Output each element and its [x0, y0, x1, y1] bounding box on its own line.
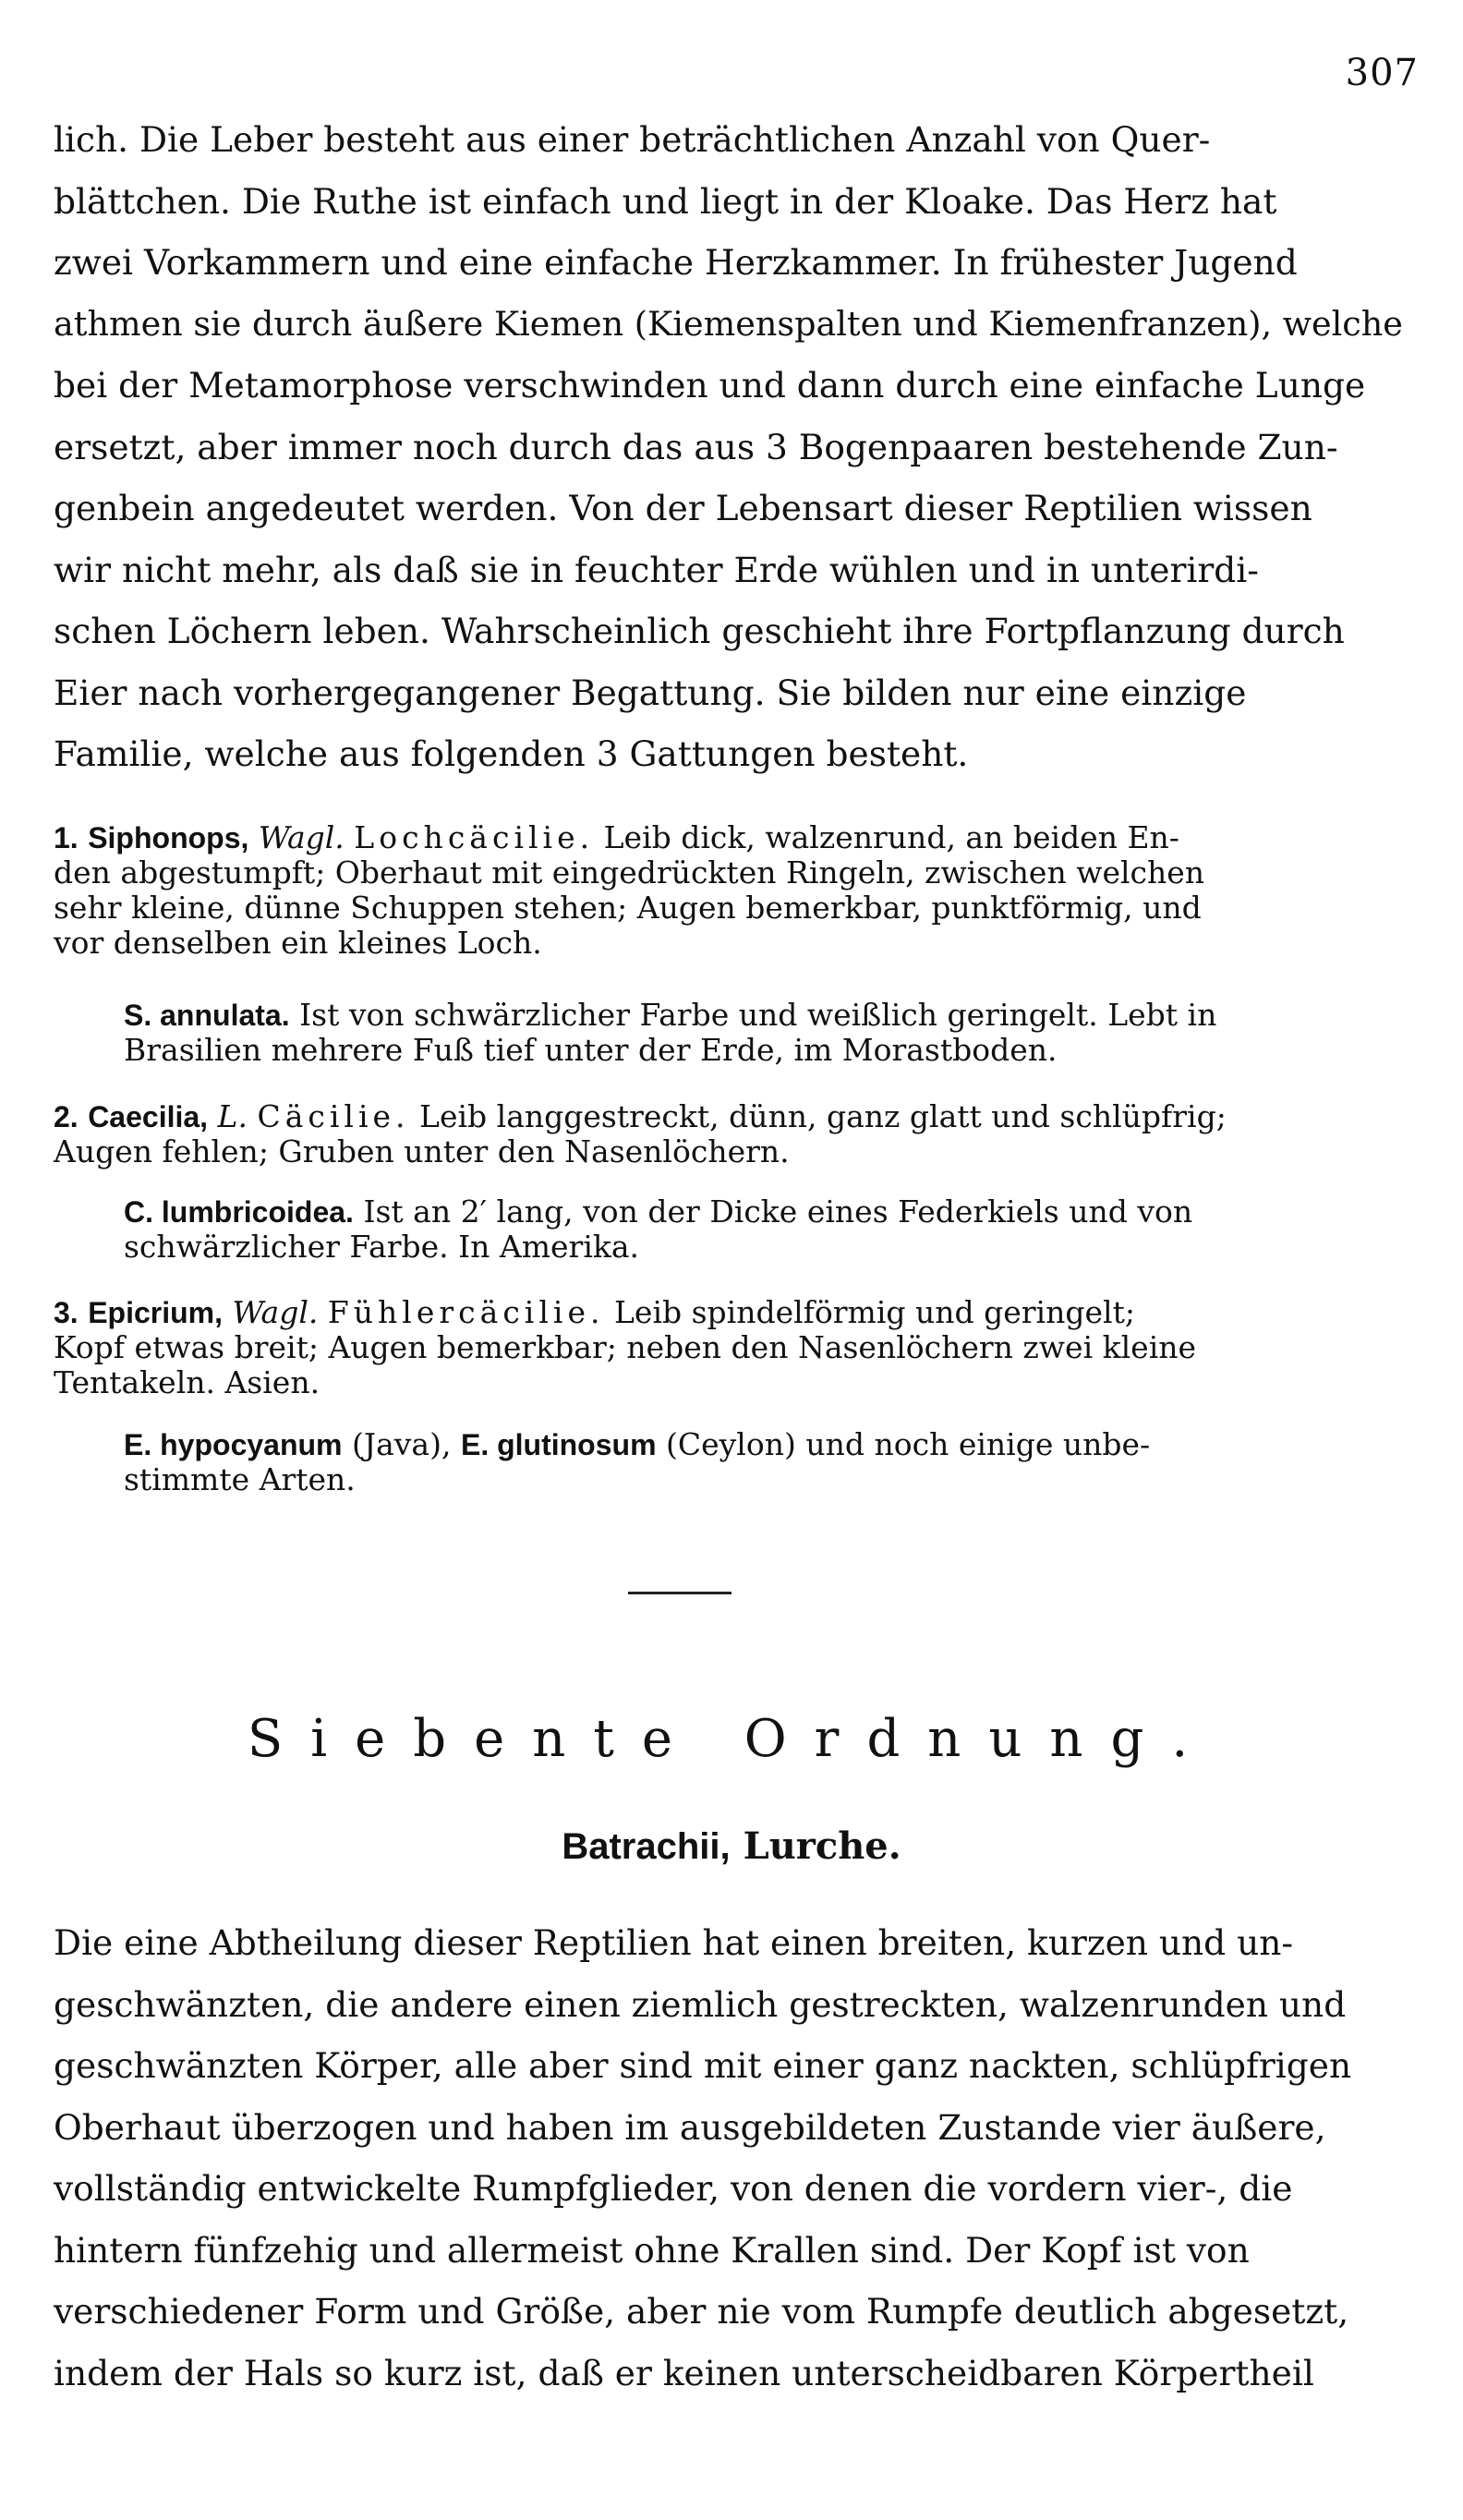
species-entry-lumbricoidea [54, 1194, 1463, 1265]
genus-first-line [54, 1099, 1417, 1134]
text-line: genbein angedeutet werden. Von der Lebensart dieser Reptilien wissen [54, 488, 1312, 528]
text-line: Eier nach vorhergegangener Begattung. Sie bilden nur eine einzige [54, 672, 1247, 713]
genus-author: L. [217, 1098, 248, 1134]
genus-entry-epicrium [54, 1295, 1417, 1400]
species-first-line [124, 1194, 1463, 1230]
text-line: Kopf etwas breit; Augen bemerkbar; neben den Nasenlöchern zwei kleine [54, 1329, 1197, 1365]
text-line: lich. Die Leber besteht aus einer beträchtlichen Anzahl von Quer- [54, 119, 1211, 160]
intro-paragraph [54, 109, 1417, 785]
text-line: Brasilien mehrere Fuß tief unter der Erde, im Morastboden. [124, 1032, 1058, 1068]
text-line: den abgestumpft; Oberhaut mit eingedrückten Ringeln, zwischen welchen [54, 854, 1205, 890]
text-line: athmen sie durch äußere Kiemen (Kiemenspalten und Kiemenfranzen), welche [54, 303, 1403, 344]
genus-name: Caecilia, [88, 1100, 209, 1133]
text-line: hintern fünfzehig und allermeist ohne Krallen sind. Der Kopf ist von [54, 2229, 1250, 2271]
species-first-line [124, 1427, 1463, 1462]
genus-common-name: Fühlercäcilie. [327, 1294, 605, 1330]
text-line: vollständig entwickelte Rumpfglieder, von denen die vordern vier-, die [54, 2168, 1293, 2209]
text-line: verschiedener Form und Größe, aber nie vom Rumpfe deutlich abgesetzt, [54, 2291, 1349, 2332]
body-paragraph [54, 1912, 1417, 2404]
genus-first-line [54, 820, 1417, 855]
page-number: 307 [1345, 52, 1419, 94]
text-line: sehr kleine, dünne Schuppen stehen; Augen bemerkbar, punktförmig, und [54, 890, 1202, 926]
text-line: Die eine Abtheilung dieser Reptilien hat einen breiten, kurzen und un- [54, 1922, 1294, 1963]
genus-description: Leib spindelförmig und geringelt; [614, 1294, 1135, 1330]
text-line: bei der Metamorphose verschwinden und dann durch eine einfache Lunge [54, 365, 1366, 406]
genus-name: Epicrium, [88, 1296, 223, 1329]
text-line: zwei Vorkammern und eine einfache Herzkammer. In frühester Jugend [54, 242, 1298, 283]
section-divider [628, 1592, 732, 1594]
order-heading: Siebente Ordnung. [247, 1709, 1216, 1769]
genus-entry-siphonops [54, 820, 1417, 961]
species-first-line [124, 998, 1463, 1033]
genus-entry-caecilia [54, 1099, 1417, 1169]
text-line: blättchen. Die Ruthe ist einfach und liegt in der Kloake. Das Herz hat [54, 180, 1277, 222]
genus-description: Leib dick, walzenrund, an beiden En- [603, 819, 1179, 855]
species-description: Ist an 2′ lang, von der Dicke eines Federkiels und von [363, 1193, 1193, 1230]
species-name: E. hypocyanum [124, 1428, 343, 1461]
genus-name: Siphonops, [88, 821, 249, 854]
genus-common-name: Lochcäcilie. [354, 819, 595, 855]
text-line: Tentakeln. Asien. [54, 1364, 320, 1400]
species-name: C. lumbricoidea. [124, 1195, 354, 1229]
species-locality: (Java), [352, 1426, 452, 1462]
genus-number: 3. [54, 1296, 79, 1329]
text-line: ersetzt, aber immer noch durch das aus 3 Bogenpaaren bestehende Zun- [54, 426, 1338, 467]
text-line: vor denselben ein kleines Loch. [54, 925, 542, 961]
genus-first-line [54, 1295, 1417, 1330]
text-line: Familie, welche aus folgenden 3 Gattungen besteht. [54, 733, 969, 774]
text-line: geschwänzten, die andere einen ziemlich gestreckten, walzenrunden und [54, 1983, 1347, 2025]
text-line: wir nicht mehr, als daß sie in feuchter Erde wühlen und in unterirdi- [54, 549, 1259, 590]
genus-description: Leib langgestreckt, dünn, ganz glatt und schlüpfrig; [419, 1098, 1227, 1134]
section-heading [0, 1824, 1463, 1868]
species-description: (Ceylon) und noch einige unbe- [666, 1426, 1151, 1462]
text-line: schen Löchern leben. Wahrscheinlich geschieht ihre Fortpflanzung durch [54, 611, 1345, 651]
text-line: stimmte Arten. [124, 1461, 356, 1497]
species-entry-epicrium [54, 1427, 1463, 1497]
text-line: schwärzlicher Farbe. In Amerika. [124, 1229, 640, 1265]
genus-author: Wagl. [232, 1294, 319, 1330]
genus-author: Wagl. [258, 819, 345, 855]
species-entry-annulata [54, 998, 1463, 1068]
section-heading-latin: Batrachii, [562, 1826, 731, 1867]
species-description: Ist von schwärzlicher Farbe und weißlich geringelt. Lebt in [299, 997, 1217, 1033]
section-heading-german: Lurche. [743, 1824, 901, 1868]
species-name: S. annulata. [124, 999, 290, 1032]
genus-common-name: Cäcilie. [257, 1098, 410, 1134]
text-line: geschwänzten Körper, alle aber sind mit einer ganz nackten, schlüpfrigen [54, 2045, 1352, 2086]
species-name: E. glutinosum [460, 1428, 657, 1461]
genus-number: 1. [54, 821, 79, 854]
text-line: Oberhaut überzogen und haben im ausgebildeten Zustande vier äußere, [54, 2106, 1326, 2148]
text-line: Augen fehlen; Gruben unter den Nasenlöchern. [54, 1133, 790, 1169]
genus-number: 2. [54, 1100, 79, 1133]
text-line: indem der Hals so kurz ist, daß er keinen unterscheidbaren Körpertheil [54, 2352, 1314, 2393]
